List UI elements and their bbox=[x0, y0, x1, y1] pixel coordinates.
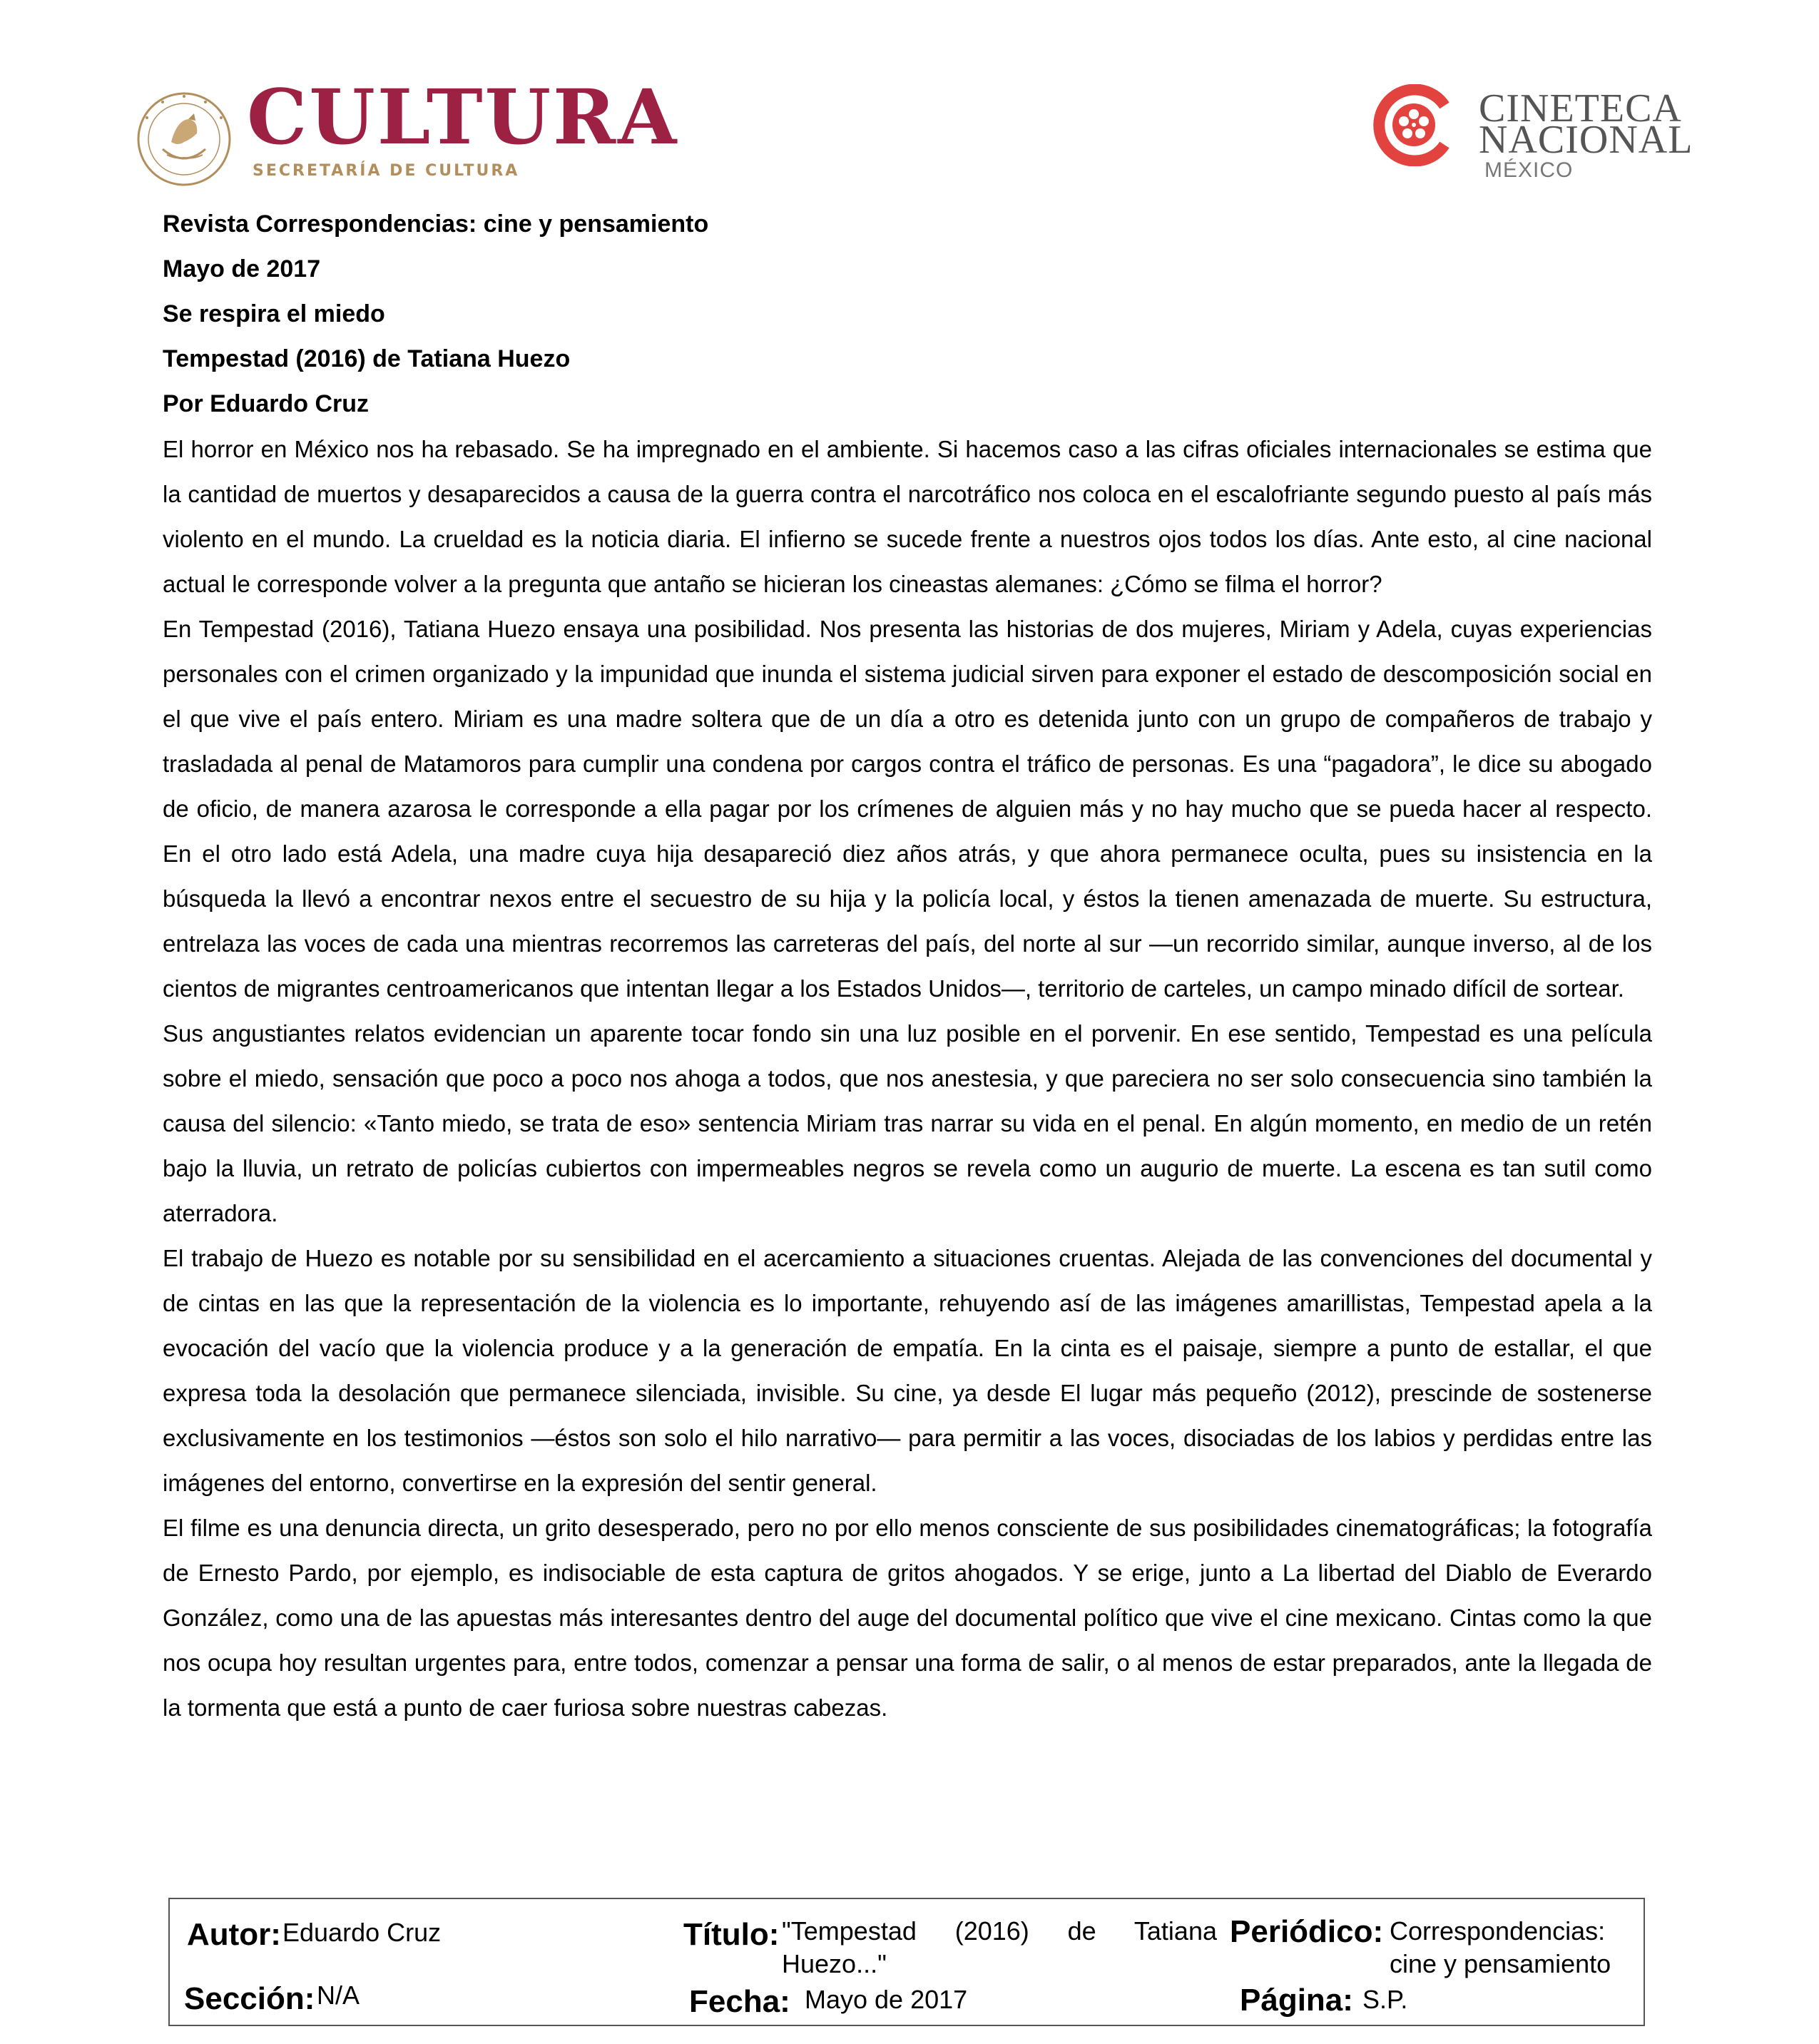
article-title: Se respira el miedo bbox=[163, 300, 385, 327]
periodico-value: Correspondencias: cine y pensamiento bbox=[1390, 1916, 1611, 1978]
cultura-logo bbox=[134, 72, 679, 189]
cineteca-logo bbox=[1373, 78, 1694, 185]
pagina-value: S.P. bbox=[1362, 1985, 1408, 2014]
cultura-subtitle: SECRETARÍA DE CULTURA bbox=[253, 162, 520, 180]
publication-name: Revista Correspondencias: cine y pensamiento bbox=[163, 210, 709, 238]
periodico-label: Periódico: bbox=[1230, 1914, 1384, 1949]
fecha-label: Fecha: bbox=[689, 1984, 790, 2019]
cineteca-line2: NACIONAL bbox=[1479, 118, 1693, 162]
film-subtitle: Tempestad (2016) de Tatiana Huezo bbox=[163, 345, 571, 372]
cultura-wordmark: CULTURA bbox=[247, 72, 679, 161]
paragraph: Sus angustiantes relatos evidencian un aparente tocar fondo sin una luz posible en el porvenir. En ese sentido, Tempestad es una película sobre el miedo, sensación que poco a poco nos ahoga a todos, que nos anestesia, y que pareciera no ser solo consecuencia sino también la causa del silencio: «Tanto miedo, se trata de eso» sentencia Miriam tras narrar su vida en el penal. En algún momento, en medio de un retén bajo la lluvia, un retrato de policías cubiertos con impermeables negros se revela como un augurio de muerte. La escena es tan sutil como aterradora. bbox=[163, 1020, 1652, 1226]
metadata-box bbox=[168, 1898, 1645, 2026]
paragraph: El filme es una denuncia directa, un grito desesperado, pero no por ello menos consciente de sus posibilidades cinematográficas; la fotografía de Ernesto Pardo, por ejemplo, es indisociable de esta captura de gritos ahogados. Y se erige, junto a La libertad del Diablo de Everardo González, como una de las apuestas más interesantes dentro del auge del documental político que vive el cine mexicano. Cintas como la que nos ocupa hoy resultan urgentes para, entre todos, comenzar a pensar una forma de salir, o al menos de estar preparados, ante la llegada de la tormenta que está a punto de caer furiosa sobre nuestras cabezas. bbox=[163, 1515, 1652, 1721]
titulo-value: "Tempestad (2016) de Tatiana Huezo..." bbox=[782, 1916, 1217, 1978]
publication-date: Mayo de 2017 bbox=[163, 255, 321, 283]
mexico-seal-icon bbox=[134, 89, 234, 189]
fecha-value: Mayo de 2017 bbox=[805, 1985, 968, 2014]
autor-label: Autor: bbox=[187, 1917, 281, 1952]
paragraph: En Tempestad (2016), Tatiana Huezo ensaya una posibilidad. Nos presenta las historias de dos mujeres, Miriam y Adela, cuyas experiencias personales con el crimen organizado y la impunidad que inunda el sistema judicial sirven para exponer el estado de descomposición social en el que vive el país entero. Miriam es una madre soltera que de un día a otro es detenida junto con un grupo de compañeros de trabajo y trasladada al penal de Matamoros para cumplir una condena por cargos contra el tráfico de personas. Es una “pagadora”, le dice su abogado de oficio, de manera azarosa le corresponde a ella pagar por los crímenes de alguien más y no hay mucho que se pueda hacer al respecto. En el otro lado está Adela, una madre cuya hija desapareció diez años atrás, y que ahora permanece oculta, pues su insistencia en la búsqueda la llevó a encontrar nexos entre el secuestro de su hija y la policía local, y éstos la tienen amenazada de muerte. Su estructura, entrelaza las voces de cada una mientras recorremos las carreteras del país, del norte al sur —un recorrido similar, aunque inverso, al de los cientos de migrantes centroamericanos que intentan llegar a los Estados Unidos—, territorio de carteles, un campo minado difícil de sortear. bbox=[163, 616, 1652, 1002]
pagina-label: Página: bbox=[1240, 1983, 1353, 2018]
page-header bbox=[0, 0, 1819, 200]
paragraph: El horror en México nos ha rebasado. Se ha impregnado en el ambiente. Si hacemos caso a las cifras oficiales internacionales se estima que la cantidad de muertos y desaparecidos a causa de la guerra contra el narcotráfico nos coloca en el escalofriante segundo puesto al país más violento en el mundo. La crueldad es la noticia diaria. El infierno se sucede frente a nuestros ojos todos los días. Ante esto, al cine nacional actual le corresponde volver a la pregunta que antaño se hicieran los cineastas alemanes: ¿Cómo se filma el horror? bbox=[163, 436, 1652, 597]
cineteca-line3: MÉXICO bbox=[1484, 158, 1574, 182]
article-body bbox=[163, 202, 1652, 1730]
titulo-label: Título: bbox=[683, 1917, 780, 1952]
seccion-value: N/A bbox=[317, 1981, 360, 2010]
byline: Por Eduardo Cruz bbox=[163, 390, 370, 417]
autor-value: Eduardo Cruz bbox=[282, 1918, 442, 1947]
paragraph: El trabajo de Huezo es notable por su sensibilidad en el acercamiento a situaciones cruentas. Alejada de las convenciones del documental y de cintas en las que la representación de la violencia es lo importante, rehuyendo así de las imágenes amarillistas, Tempestad apela a la evocación del vacío que la violencia produce y a la generación de empatía. En la cinta es el paisaje, siempre a punto de estallar, el que expresa toda la desolación que permanece silenciada, invisible. Su cine, ya desde El lugar más pequeño (2012), prescinde de sostenerse exclusivamente en los testimonios —éstos son solo el hilo narrativo— para permitir a las voces, disociadas de los labios y perdidas entre las imágenes del entorno, convertirse en la expresión del sentir general. bbox=[163, 1245, 1652, 1496]
film-reel-icon bbox=[1373, 84, 1455, 166]
seccion-label: Sección: bbox=[184, 1981, 315, 2016]
cineteca-line1: CINETECA bbox=[1479, 86, 1682, 131]
